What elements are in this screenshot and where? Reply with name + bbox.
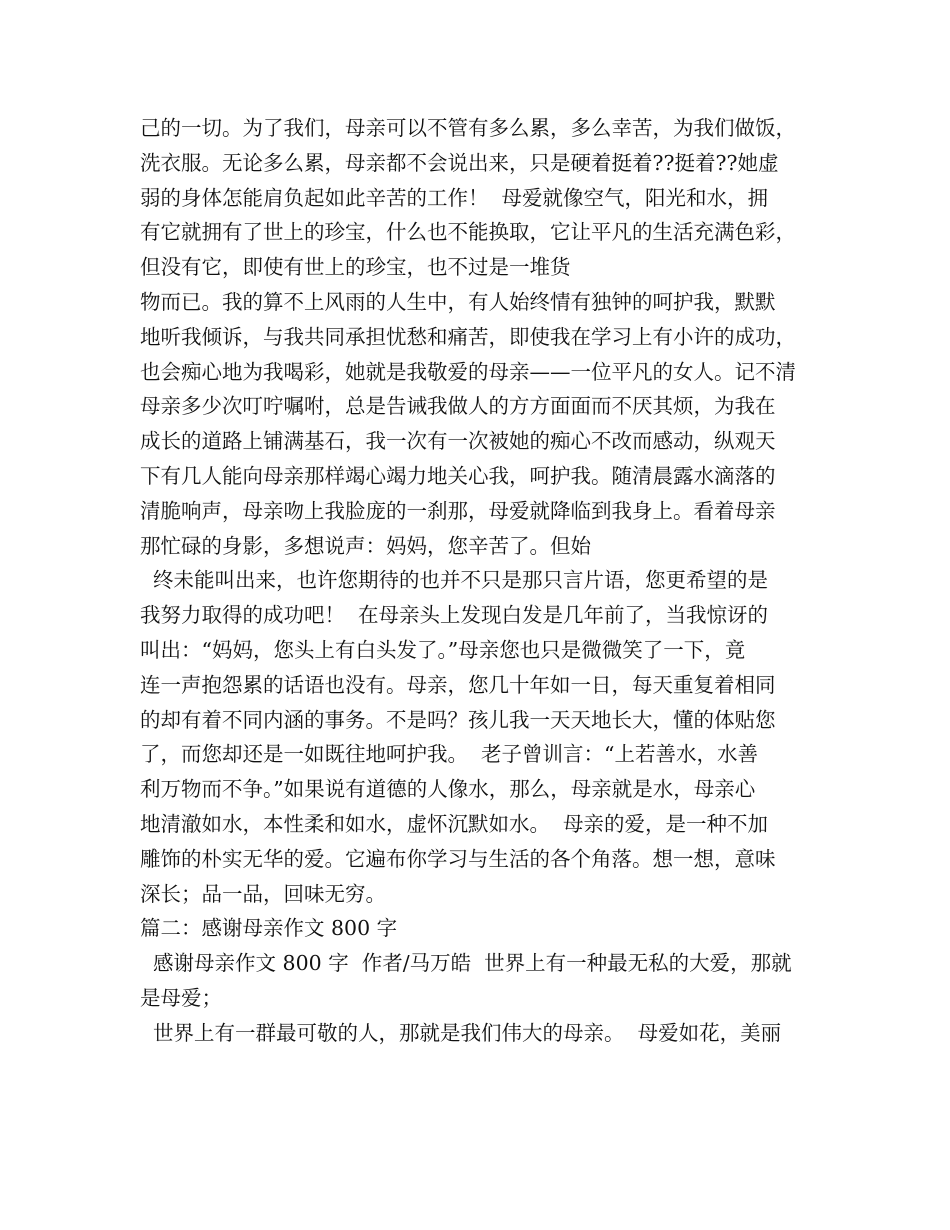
text-line: 是母爱； xyxy=(140,985,222,1010)
text-line: 清脆响声，母亲吻上我脸庞的一刹那，母爱就降临到我身上。看着母亲 xyxy=(140,498,776,523)
text-line: 洗衣服。无论多么累，母亲都不会说出来，只是硬着挺着??挺着??她虚 xyxy=(140,150,779,175)
text-line: 叫出：“妈妈，您头上有白头发了。”母亲您也只是微微笑了一下，竟 xyxy=(140,637,746,662)
text-line: 下有几人能向母亲那样竭心竭力地关心我，呵护我。随清晨露水滴落的 xyxy=(140,463,776,488)
text-line: 我努力取得的成功吧！ 在母亲头上发现白发是几年前了，当我惊讶的 xyxy=(140,603,769,628)
text-line: 有它就拥有了世上的珍宝，什么也不能换取，它让平凡的生活充满色彩， xyxy=(140,220,796,245)
text-line: 弱的身体怎能肩负起如此辛苦的工作！ 母爱就像空气，阳光和水，拥 xyxy=(140,185,769,210)
text-line: 成长的道路上铺满基石，我一次有一次被她的痴心不改而感动，纵观天 xyxy=(140,429,776,454)
text-line: 感谢母亲作文 800 字 作者/马万皓 世界上有一种最无私的大爱，那就 xyxy=(140,951,792,976)
text-line: 利万物而不争。”如果说有道德的人像水，那么，母亲就是水，母亲心 xyxy=(140,777,756,802)
text-line: 己的一切。为了我们，母亲可以不管有多么累，多么幸苦，为我们做饭， xyxy=(140,116,796,140)
text-line: 世界上有一群最可敬的人，那就是我们伟大的母亲。 母爱如花，美丽 xyxy=(140,1020,782,1045)
text-line: 地听我倾诉，与我共同承担忧愁和痛苦，即使我在学习上有小许的成功， xyxy=(140,324,796,349)
text-line: 深长；品一品，回味无穷。 xyxy=(140,881,386,906)
text-line: 雕饰的朴实无华的爱。它遍布你学习与生活的各个角落。想一想，意味 xyxy=(140,846,776,871)
text-line: 了，而您却还是一如既往地呵护我。 老子曾训言：“上若善水，水善 xyxy=(140,742,759,767)
text-line: 母亲多少次叮咛嘱咐，总是告诫我做人的方方面面而不厌其烦，为我在 xyxy=(140,394,776,419)
text-line: 但没有它，即使有世上的珍宝，也不过是一堆货 xyxy=(140,255,571,280)
text-line: 连一声抱怨累的话语也没有。母亲，您几十年如一日，每天重复着相同 xyxy=(140,672,776,697)
text-line: 也会痴心地为我喝彩，她就是我敬爱的母亲——一位平凡的女人。记不清 xyxy=(140,359,796,384)
text-line: 地清澈如水，本性柔和如水，虚怀沉默如水。 母亲的爱，是一种不加 xyxy=(140,811,769,836)
section-heading: 篇二：感谢母亲作文 800 字 xyxy=(140,916,398,941)
essay-text xyxy=(140,111,840,1051)
text-line: 物而已。我的算不上风雨的人生中，有人始终情有独钟的呵护我，默默 xyxy=(140,289,776,314)
text-line: 的却有着不同内涵的事务。不是吗？孩儿我一天天地长大，懂的体贴您 xyxy=(140,707,776,732)
text-line: 那忙碌的身影，多想说声：妈妈，您辛苦了。但始 xyxy=(140,533,591,558)
text-line: 终未能叫出来，也许您期待的也并不只是那只言片语，您更希望的是 xyxy=(140,568,769,593)
